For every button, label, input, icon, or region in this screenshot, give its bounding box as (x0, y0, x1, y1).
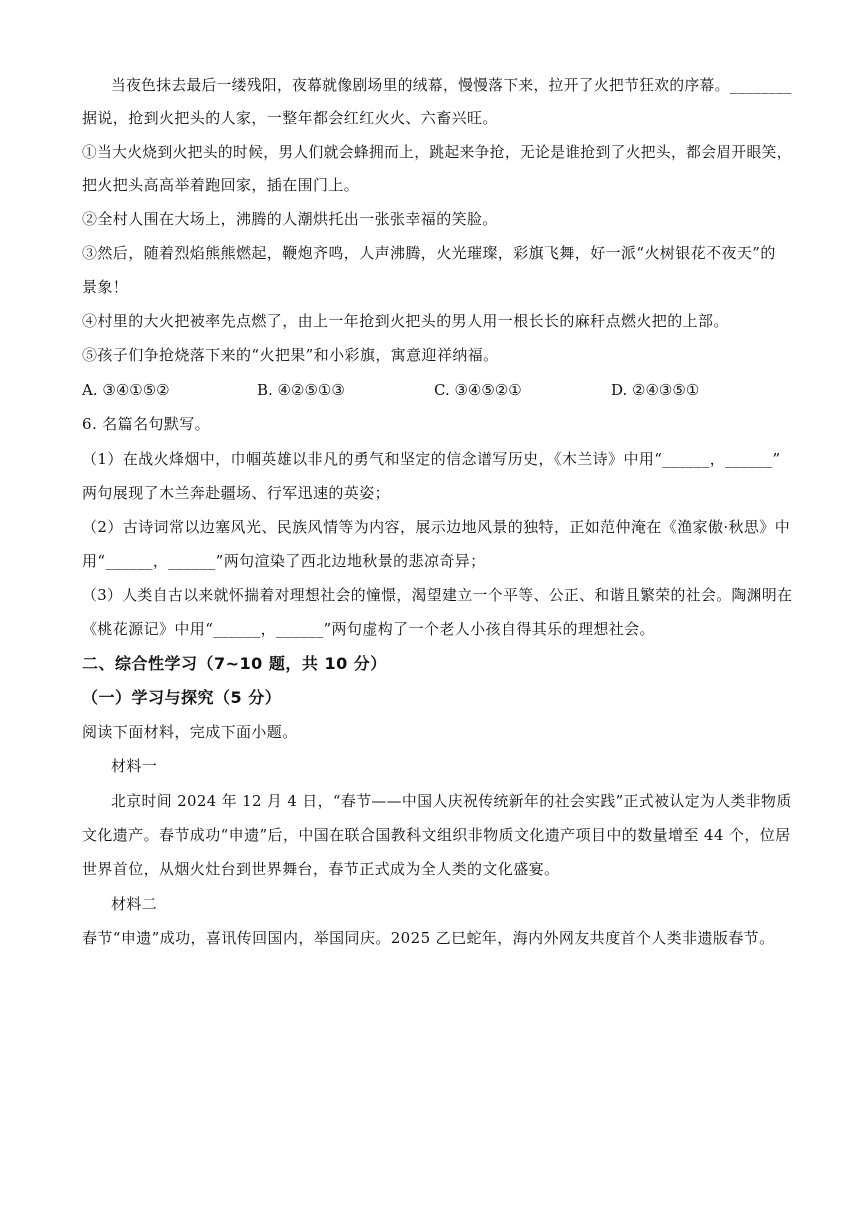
passage-line: ⑤孩子们争抢烧落下来的“火把果”和小彩旗，寓意迎祥纳福。 (82, 346, 499, 364)
passage-line: ③然后，随着烈焰熊熊燃起，鞭炮齐鸣，人声沸腾，火光璀璨，彩旗飞舞，好一派“火树银花不夜天”的 (82, 244, 776, 262)
material-1-line: 北京时间 2024 年 12 月 4 日，“春节——中国人庆祝传统新年的社会实践”正式被认定为人类非物质 (111, 792, 792, 810)
passage-line: 据说，抢到火把头的人家，一整年都会红红火火、六畜兴旺。 (82, 109, 498, 127)
question-6-line: 两句展现了木兰奔赴疆场、行军迅速的英姿； (82, 484, 391, 502)
passage-line: ②全村人围在大场上，沸腾的人潮烘托出一张张幸福的笑脸。 (82, 210, 498, 228)
passage-line: 把火把头高高举着跑回家，插在围门上。 (82, 176, 360, 194)
option-d: D. ②④③⑤① (611, 381, 700, 399)
material-2-title: 材料二 (111, 895, 158, 913)
material-2-line: 春节“申遗”成功，喜讯传回国内，举国同庆。2025 乙巳蛇年，海内外网友共度首个人类非遗版春节。 (82, 929, 775, 947)
material-1-title: 材料一 (111, 757, 158, 775)
option-c: C. ③④⑤②① (434, 381, 522, 399)
question-6-line: （2）古诗词常以边塞风光、民族风情等为内容，展示边地风景的独特，正如范仲淹在《渔家傲·秋思》中 (82, 518, 791, 536)
option-b: B. ④②⑤①③ (257, 381, 345, 399)
passage-line: 景象！ (82, 278, 129, 296)
passage-line: 当夜色抹去最后一缕残阳，夜幕就像剧场里的绒幕，慢慢落下来，拉开了火把节狂欢的序幕。________ (111, 76, 792, 94)
question-6-line: 用“______，______”两句渲染了西北边地秋景的悲凉奇异； (82, 552, 486, 570)
question-6-line: （1）在战火烽烟中，巾帼英雄以非凡的勇气和坚定的信念谱写历史，《木兰诗》中用“______，______” (82, 450, 781, 468)
material-1-line: 文化遗产。春节成功“申遗”后，中国在联合国教科文组织非物质文化遗产项目中的数量增至 44 个，位居 (82, 826, 791, 844)
subsection-1-heading: （一）学习与探究（5 分） (82, 688, 282, 707)
instruction-text: 阅读下面材料，完成下面小题。 (82, 723, 298, 741)
section-2-heading: 二、综合性学习（7~10 题，共 10 分） (82, 654, 387, 673)
passage-line: ①当大火烧到火把头的时候，男人们就会蜂拥而上，跳起来争抢，无论是谁抢到了火把头，都会眉开眼笑， (82, 143, 792, 161)
option-a: A. ③④①⑤② (82, 381, 170, 399)
question-6-line: （3）人类自古以来就怀揣着对理想社会的憧憬，渴望建立一个平等、公正、和谐且繁荣的社会。陶渊明在 (82, 586, 793, 604)
question-6-title: 6. 名篇名句默写。 (82, 415, 211, 433)
passage-line: ④村里的大火把被率先点燃了，由上一年抢到火把头的男人用一根长长的麻秆点燃火把的上部。 (82, 312, 729, 330)
material-1-line: 世界首位，从烟火灶台到世界舞台，春节正式成为全人类的文化盛宴。 (82, 860, 560, 878)
question-6-line: 《桃花源记》中用“______，______”两句虚构了一个老人小孩自得其乐的理想社会。 (82, 620, 655, 638)
